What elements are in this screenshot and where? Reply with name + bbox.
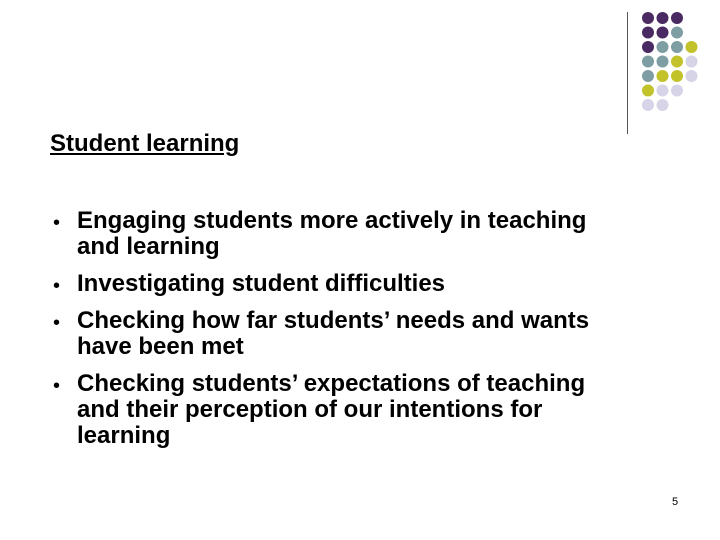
decorative-dot <box>642 12 654 24</box>
decorative-dot <box>642 41 654 53</box>
decorative-dot <box>642 56 654 68</box>
decorative-dot <box>642 99 654 111</box>
decorative-dot <box>686 41 698 53</box>
decorative-dot <box>686 56 698 68</box>
bullet-item-4 <box>50 371 610 449</box>
decorative-dot-grid <box>0 0 720 140</box>
decorative-dot <box>642 70 654 82</box>
decorative-dot <box>657 85 669 97</box>
decorative-dot <box>671 27 683 39</box>
decorative-dot <box>657 99 669 111</box>
decorative-dot <box>671 85 683 97</box>
decorative-dot <box>671 41 683 53</box>
decorative-dot <box>657 70 669 82</box>
decorative-dot <box>671 56 683 68</box>
decorative-dot <box>657 12 669 24</box>
bullet-item-1 <box>50 208 610 260</box>
bullet-dot-icon: • <box>53 212 61 234</box>
decorative-dot <box>642 85 654 97</box>
page-number: 5 <box>671 496 679 508</box>
decorative-dot <box>686 70 698 82</box>
slide-title: Student learning <box>50 130 240 157</box>
bullet-item-3 <box>50 308 610 360</box>
bullet-text: Checking how far students’ needs and wants have been met <box>77 307 590 360</box>
decorative-dot <box>657 27 669 39</box>
bullet-list <box>50 208 610 460</box>
decorative-dot <box>657 41 669 53</box>
decorative-dot <box>671 70 683 82</box>
decorative-dot <box>671 12 683 24</box>
bullet-text: Engaging students more actively in teaching and learning <box>77 207 587 260</box>
bullet-text: Checking students’ expectations of teaching and their perception of our intentions for learning <box>77 370 586 449</box>
bullet-text: Investigating student difficulties <box>77 270 446 297</box>
decorative-dot <box>642 27 654 39</box>
bullet-item-2 <box>50 271 610 297</box>
decorative-dot <box>657 56 669 68</box>
bullet-dot-icon: • <box>53 275 61 297</box>
bullet-dot-icon: • <box>53 375 61 397</box>
bullet-dot-icon: • <box>53 312 61 334</box>
